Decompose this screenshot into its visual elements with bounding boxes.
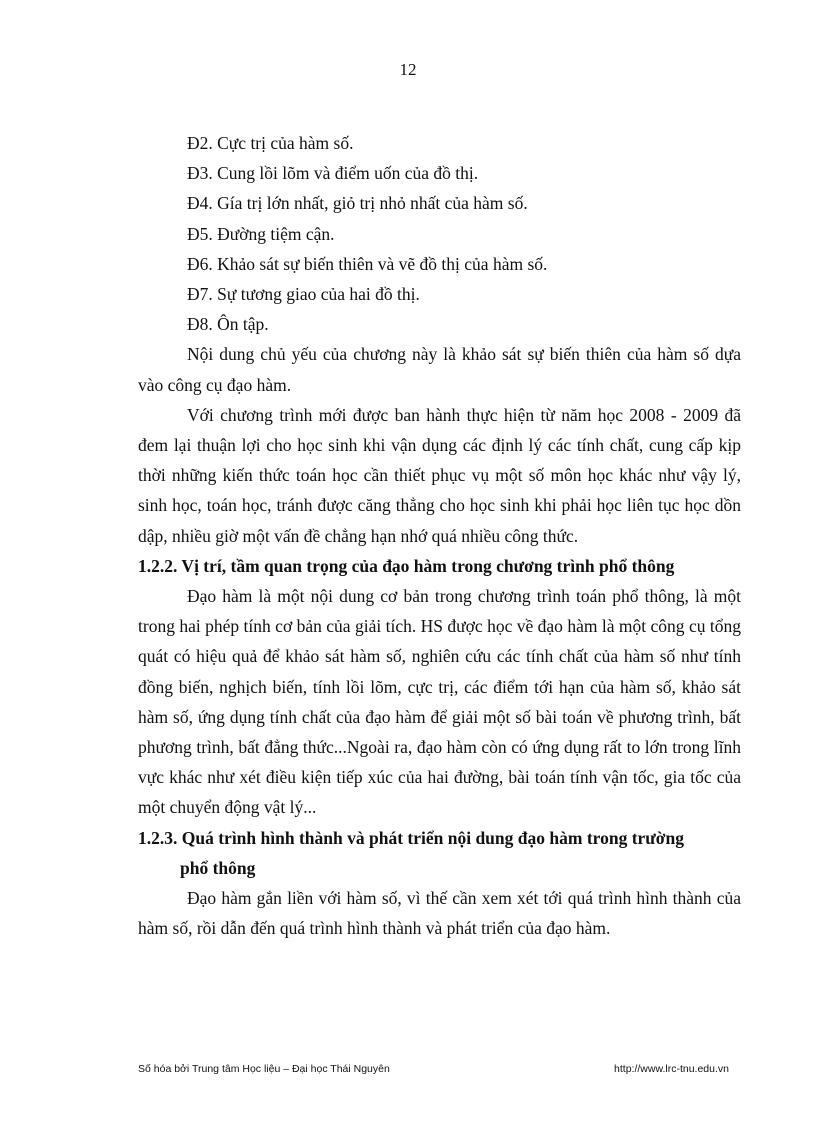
section-heading-1-2-2: 1.2.2. Vị trí, tầm quan trọng của đạo hàm trong chương trình phổ thông — [138, 555, 675, 576]
footer-source: Số hóa bởi Trung tâm Học liệu – Đại học Thái Nguyên — [138, 1063, 390, 1075]
list-item: Đ3. Cung lồi lõm và điểm uốn của đồ thị. — [187, 163, 479, 184]
list-item: Đ7. Sự tương giao của hai đồ thị. — [187, 284, 420, 305]
page-number: 12 — [399, 60, 417, 79]
section-heading-1-2-3-line2: phổ thông — [180, 857, 256, 878]
list-item: Đ6. Khảo sát sự biến thiên và vẽ đồ thị của hàm số. — [187, 253, 548, 274]
list-item: Đ4. Gía trị lớn nhất, giỏ trị nhỏ nhất của hàm số. — [187, 193, 528, 214]
paragraph-derivative-role: Đạo hàm là một nội dung cơ bản trong chương trình toán phổ thông, là một trong hai phép tính cơ bản của giải tích. HS được học về đạo hàm là một công cụ tổng quát có hiệu quả để khảo sát hàm số, nghiên cứu các tính chất của hàm số như tính đồng biến, nghịch biến, tính lồi lõm, cực trị, các điểm tới hạn của hàm số, khảo sát hàm số, ứng dụng tính chất của đạo hàm để giải một số bài toán về phương trình, bất phương trình, bất đẳng thức...Ngoài ra, đạo hàm còn có ứng dụng rất to lớn trong lĩnh vực khác như xét điều kiện tiếp xúc của hai đường, bài toán tính vận tốc, gia tốc của một chuyển động vật lý... — [138, 586, 741, 818]
paragraph-new-curriculum: Với chương trình mới được ban hành thực hiện từ năm học 2008 - 2009 đã đem lại thuận lợi cho học sinh khi vận dụng các định lý các tính chất, cung cấp kịp thời những kiến thức toán học cần thiết phục vụ một số môn học khác như vậy lý, sinh học, toán học, tránh được căng thẳng cho học sinh khi phải học liên tục học dồn dập, nhiều giờ một vấn đề chẳng hạn nhớ quá nhiều công thức. — [138, 404, 741, 546]
document-body — [138, 128, 741, 943]
paragraph-derivative-formation: Đạo hàm gắn liền với hàm số, vì thế cần xem xét tới quá trình hình thành của hàm số, rồi dẫn đến quá trình hình thành và phát triển của đạo hàm. — [138, 888, 741, 939]
list-item: Đ8. Ôn tập. — [187, 314, 269, 335]
list-item: Đ2. Cực trị của hàm số. — [187, 133, 354, 153]
section-heading-1-2-3 — [138, 823, 741, 883]
paragraph-main-content: Nội dung chủ yếu của chương này là khảo sát sự biến thiên của hàm số dựa vào công cụ đạo hàm. — [138, 344, 741, 395]
list-item: Đ5. Đường tiệm cận. — [187, 223, 335, 244]
footer-url[interactable]: http://www.lrc-tnu.edu.vn — [614, 1063, 729, 1075]
section-heading-1-2-3-line1: 1.2.3. Quá trình hình thành và phát triển nội dung đạo hàm trong trường — [138, 827, 684, 848]
